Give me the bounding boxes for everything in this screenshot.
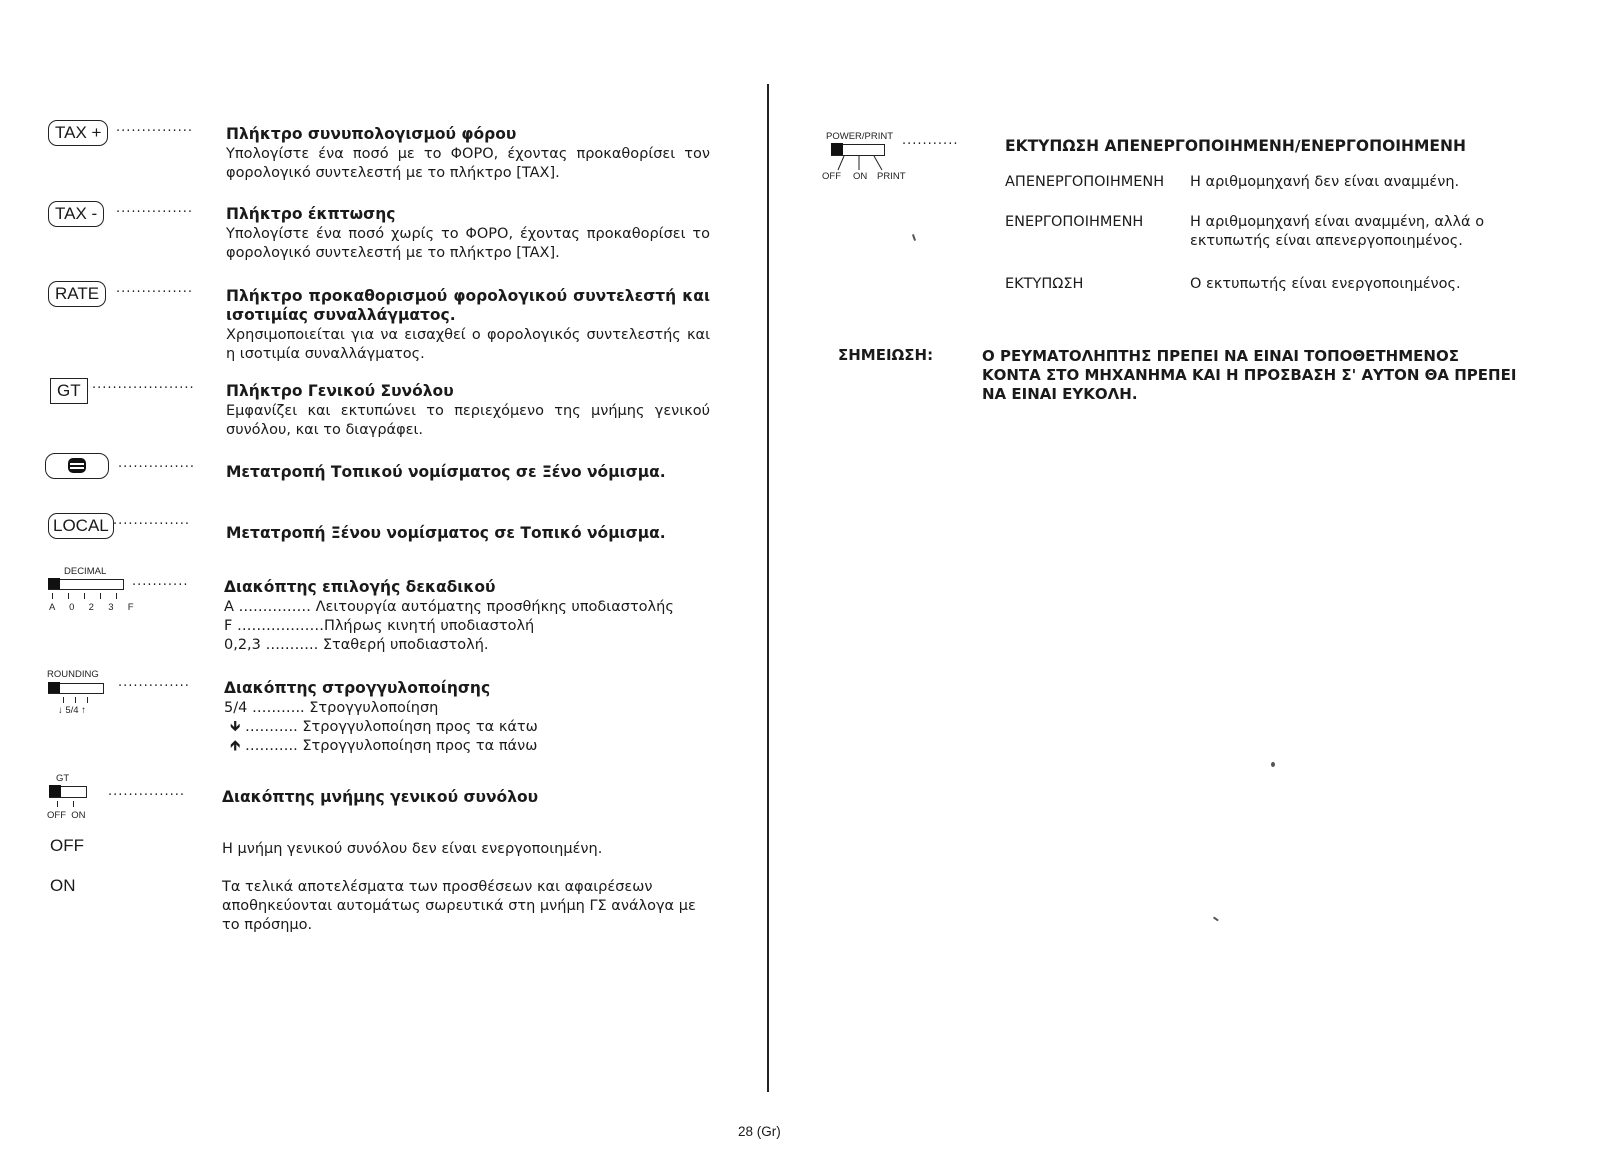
gt-off-label: OFF	[50, 836, 84, 855]
decimal-switch-label: DECIMAL	[64, 566, 107, 577]
leader-dots: ···········	[132, 578, 189, 593]
gt-switch-title: Διακόπτης μνήμης γενικού συνόλου	[222, 788, 539, 806]
power-mode-off: ΑΠΕΝΕΡΓΟΠΟΙΗΜΕΝΗ	[1005, 174, 1165, 190]
note-text: Ο ΡΕΥΜΑΤΟΛΗΠΤΗΣ ΠΡΕΠΕΙ ΝΑ ΕΙΝΑΙ ΤΟΠΟΘΕΤΗΜΕΝΟΣ ΚΟΝΤΑ ΣΤΟ ΜΗΧΑΝΗΜΑ ΚΑΙ Η ΠΡΟΣΒΑΣΗ Σ' ΑΥΤΟΝ ΘΑ ΠΡΕΠΕΙ ΝΑ ΕΙΝΑΙ ΕΥΚΟΛΗ.	[982, 347, 1517, 403]
leader-dots: ···············	[108, 788, 185, 803]
leader-dots: ···············	[116, 205, 193, 220]
leader-dots: ···············	[118, 460, 195, 475]
power-pos-print: PRINT	[877, 171, 906, 182]
tax-plus-key-icon: TAX +	[48, 120, 108, 146]
rate-key-icon: RATE	[48, 281, 106, 307]
decimal-title: Διακόπτης επιλογής δεκαδικού	[224, 578, 496, 596]
decimal-positions: A 0 2 3 F	[49, 602, 137, 613]
rounding-title: Διακόπτης στρογγυλοποίησης	[224, 679, 491, 697]
foreign-title: Μετατροπή Τοπικού νομίσματος σε Ξένο νόμισμα.	[226, 463, 666, 481]
leader-dots: ····················	[92, 381, 195, 396]
power-mode-off-desc: Η αριθμομηχανή δεν είναι αναμμένη.	[1190, 174, 1460, 190]
rate-title: Πλήκτρο προκαθορισμού φορολογικού συντελεστή και ισοτιμίας συναλλάγματος.	[226, 287, 710, 324]
tax-plus-title: Πλήκτρο συνυπολογισμού φόρου	[226, 125, 517, 143]
decimal-line-1: A …………… Λειτουργία αυτόματης προσθήκης υποδιαστολής	[224, 599, 674, 615]
gt-title: Πλήκτρο Γενικού Συνόλου	[226, 382, 454, 400]
local-title: Μετατροπή Ξένου νομίσματος σε Τοπικό νόμισμα.	[226, 524, 666, 542]
tax-plus-desc: Υπολογίστε ένα ποσό με το ΦΟΡΟ, έχοντας προκαθορίσει τον φορολογικό συντελεστή με το πλήκτρο [TAX].	[226, 146, 710, 181]
rounding-switch-label: ROUNDING	[47, 669, 99, 680]
leader-dots: ···············	[116, 124, 193, 139]
coins-icon	[68, 458, 86, 473]
leader-dots: ···········	[902, 137, 959, 152]
gt-off-desc: Η μνήμη γενικού συνόλου δεν είναι ενεργοποιημένη.	[222, 841, 603, 857]
tax-minus-title: Πλήκτρο έκπτωσης	[226, 205, 396, 223]
column-divider	[767, 84, 769, 1092]
power-mode-print: ΕΚΤΥΠΩΣΗ	[1005, 276, 1084, 292]
power-mode-print-desc: Ο εκτυπωτής είναι ενεργοποιημένος.	[1190, 276, 1461, 292]
power-pos-on: ON	[853, 171, 868, 182]
decimal-line-3: 0,2,3 ……….. Σταθερή υποδιαστολή.	[224, 637, 489, 653]
gt-switch-positions: OFF ON	[47, 810, 86, 821]
local-key-icon: LOCAL	[48, 513, 114, 539]
gt-on-desc: Τα τελικά αποτελέσματα των προσθέσεων και αφαιρέσεων αποθηκεύονται αυτομάτως σωρευτικά στη μνήμη ΓΣ ανάλογα με το πρόσημο.	[222, 879, 696, 933]
note-label: ΣΗΜΕΙΩΣΗ:	[838, 346, 934, 364]
power-switch-legs-icon	[828, 156, 898, 172]
power-mode-on: ΕΝΕΡΓΟΠΟΙΗΜΕΝΗ	[1005, 214, 1144, 230]
gt-key-icon: GT	[50, 378, 88, 404]
gt-desc: Εμφανίζει και εκτυπώνει το περιεχόμενο της μνήμης γενικού συνόλου, και το διαγράφει.	[226, 403, 710, 438]
page-number: 28 (Gr)	[738, 1124, 781, 1139]
gt-switch-label: GT	[56, 773, 70, 784]
leader-dots: ···············	[116, 285, 193, 300]
power-pos-off: OFF	[822, 171, 841, 182]
leader-dots: ··············	[118, 679, 190, 694]
rounding-positions: ↓ 5/4 ↑	[58, 705, 86, 716]
power-title: ΕΚΤΥΠΩΣΗ ΑΠΕΝΕΡΓΟΠΟΙΗΜΕΝΗ/ΕΝΕΡΓΟΠΟΙΗΜΕΝΗ	[1005, 137, 1466, 155]
tax-minus-desc: Υπολογίστε ένα ποσό χωρίς το ΦΟΡΟ, έχοντας προκαθορίσει το φορολογικό συντελεστή με το πλήκτρο [TAX].	[226, 226, 710, 261]
tax-minus-key-icon: TAX -	[48, 201, 104, 227]
decimal-line-2: F ………………Πλήρως κινητή υποδιαστολή	[224, 618, 535, 634]
leader-dots: ···············	[113, 517, 190, 532]
power-mode-on-desc: Η αριθμομηχανή είναι αναμμένη, αλλά ο εκτυπωτής είναι απενεργοποιημένος.	[1190, 214, 1485, 249]
gt-on-label: ON	[50, 876, 76, 895]
rate-desc: Χρησιμοποιείται για να εισαχθεί ο φορολογικός συντελεστής και η ισοτιμία συναλλάγματος.	[226, 327, 710, 362]
foreign-currency-key	[45, 453, 109, 479]
power-switch-label: POWER/PRINT	[826, 131, 894, 142]
rounding-line-3: 🡹 ……….. Στρογγυλοποίηση προς τα πάνω	[230, 738, 538, 754]
rounding-line-2: 🡻 ……….. Στρογγυλοποίηση προς τα κάτω	[230, 719, 538, 735]
rounding-line-1: 5/4 ……….. Στρογγυλοποίηση	[224, 700, 439, 716]
